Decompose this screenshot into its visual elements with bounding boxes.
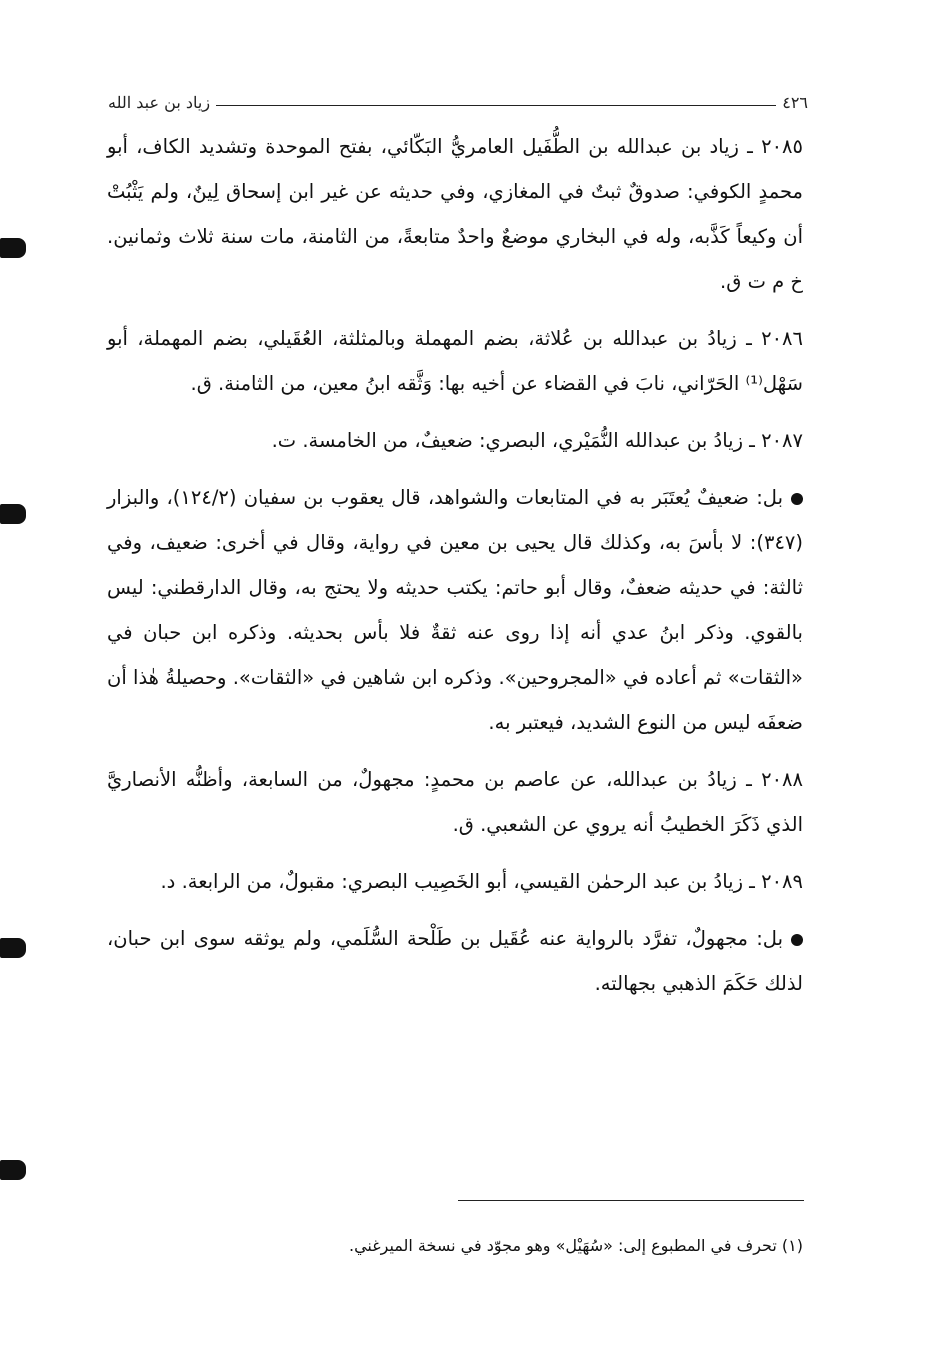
scan-mark — [0, 938, 26, 958]
note-text: بل: ضعيفٌ يُعتَبَر به في المتابعات والشواهد، قال يعقوب بن سفيان (١٢٤/٢)، والبزار (٣٤٧): لا بأسَ به، وكذلك قال يحيى بن معين في رواية، وقال في أخرى: ضعيف، وفي ثالثة: في حديثه ضعفٌ، وقال أبو حاتم: يكتب حديثه ولا يحتج به، وقال الدارقطني: ليس بالقوي. وذكر ابنُ عدي أنه إذا روى عنه ثقةٌ فلا بأس بحديثه. وذكره ابن حبان في «الثقات» ثم أعاده في «المجروحين». وذكره ابن شاهين في «الثقات». وحصيلةُ هٰذا أن ضعفَه ليس من النوع الشديد، فيعتبر به. — [107, 486, 803, 734]
scan-mark — [0, 1160, 26, 1180]
entry-2087: ٢٠٨٧ ـ زيادُ بن عبدالله النُّمَيْري، البصري: ضعيفٌ، من الخامسة. ت. — [271, 429, 803, 452]
header-rule — [216, 105, 776, 106]
page-body — [107, 124, 803, 1018]
footnote: (١) تحرف في المطبوع إلى: «سُهَيْل» وهو مجوّد في نسخة الميرغني. — [349, 1236, 803, 1255]
bullet-icon — [791, 493, 803, 505]
entry-2085: ٢٠٨٥ ـ زياد بن عبدالله بن الطُّفَيل العامريُّ البَكّائي، بفتح الموحدة وتشديد الكاف، أبو محمدٍ الكوفي: صدوقٌ ثبتٌ في المغازي، وفي حديثه عن غير ابن إسحاق لِينٌ، ولم يَثْبُتْ أن وكيعاً كَذَّبه، وله في البخاري موضعٌ واحدٌ متابعةً، من الثامنة، مات سنة ثلاث وثمانين. خ م ت ق. — [107, 135, 803, 293]
entry-2089: ٢٠٨٩ ـ زيادُ بن عبد الرحمٰن القيسي، أبو الخَصِيب البصري: مقبولٌ، من الرابعة. د. — [160, 870, 803, 893]
footnote-rule — [458, 1200, 804, 1201]
note-text: بل: مجهولٌ، تفرَّد بالرواية عنه عُقَيل بن طَلْحة السُّلَمي، ولم يوثقه سوى ابن حبان، لذلك حَكَمَ الذهبي بجهالته. — [107, 927, 803, 995]
editor-note-2089 — [107, 916, 803, 1006]
scan-mark — [0, 504, 26, 524]
editor-note-2087 — [107, 475, 803, 745]
page-header — [108, 86, 808, 112]
entry-2086: ٢٠٨٦ ـ زيادُ بن عبدالله بن عُلاثة، بضم المهملة وبالمثلثة، العُقَيلي، بضم المهملة، أبو سَهْل⁽¹⁾ الحَرّاني، نابَ في القضاء عن أخيه بها: وَثَّقه ابنُ معين، من الثامنة. ق. — [107, 327, 803, 395]
running-title: زياد بن عبد الله — [108, 93, 211, 112]
scan-mark — [0, 238, 26, 258]
page-number: ٤٢٦ — [782, 93, 808, 112]
bullet-icon — [791, 934, 803, 946]
entry-2088: ٢٠٨٨ ـ زيادُ بن عبدالله، عن عاصم بن محمدٍ: مجهولٌ، من السابعة، وأظنُّه الأنصاريَّ الذي ذَكَرَ الخطيبُ أنه يروي عن الشعبي. ق. — [107, 768, 803, 836]
